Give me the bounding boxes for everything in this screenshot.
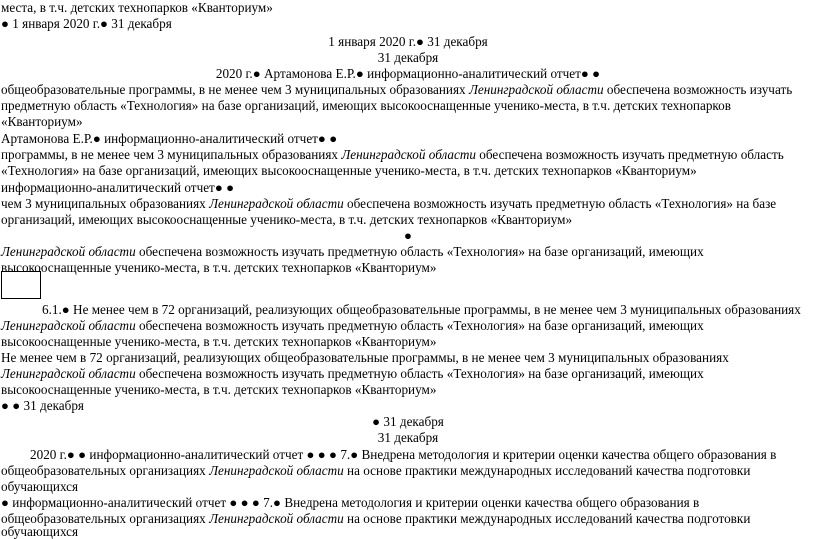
text-line: ●: [404, 228, 412, 243]
text-line: Ленинградской области обеспечена возможность изучать предметную область «Технология» на базе организаций, имеющих: [1, 244, 704, 259]
text-line: общеобразовательных организациях Ленинградской области на основе практики международных исследований качества подготовки: [1, 463, 751, 478]
text-line: ● ● 31 декабря: [1, 398, 85, 413]
text-line: программы, в не менее чем 3 муниципальных образованиях Ленинградской области обеспечена возможность изучать предметную область: [1, 147, 784, 162]
text-line: предметную область «Технология» на базе организаций, имеющих высокооснащенные ученико-места, в т.ч. детских технопарков: [1, 98, 731, 113]
text-line: 6.1.● Не менее чем в 72 организаций, реализующих общеобразовательные программы, в не менее чем 3 муниципальных образованиях: [42, 302, 801, 317]
text-line: высокооснащенные ученико-места, в т.ч. детских технопарков «Кванториум»: [1, 334, 437, 349]
text-line: высокооснащенные ученико-места, в т.ч. детских технопарков «Кванториум»: [1, 260, 437, 275]
text-line: общеобразовательных организациях Ленинградской области на основе практики международных исследований качества подготовки: [1, 511, 751, 526]
empty-box: [1, 271, 41, 299]
text-line: 31 декабря: [377, 50, 439, 65]
text-line: 2020 г.● ● информационно-аналитический отчет ● ● ● 7.● Внедрена методология и критерии оценки качества общего образования в: [30, 447, 777, 462]
text-line: 2020 г.● Артамонова Е.Р.● информационно-аналитический отчет● ●: [215, 66, 601, 81]
text-line: Ленинградской области обеспечена возможность изучать предметную область «Технология» на базе организаций, имеющих: [1, 366, 704, 381]
text-line: ● 31 декабря: [372, 414, 444, 429]
text-line: обучающихся: [1, 524, 79, 539]
text-line: Артамонова Е.Р.● информационно-аналитический отчет● ●: [1, 131, 338, 146]
text-line: организаций, имеющих высокооснащенные ученико-места, в т.ч. детских технопарков «Кванториум»: [1, 212, 573, 227]
text-line: обучающихся: [1, 479, 79, 494]
text-line: «Технология» на базе организаций, имеющих высокооснащенные ученико-места, в т.ч. детских технопарков «Кванториум»: [1, 163, 697, 178]
text-line: «Кванториум»: [1, 114, 83, 129]
text-line: высокооснащенные ученико-места, в т.ч. детских технопарков «Кванториум»: [1, 382, 437, 397]
text-line: места, в т.ч. детских технопарков «Кванториум»: [1, 0, 273, 15]
text-line: общеобразовательные программы, в не менее чем 3 муниципальных образованиях Ленинградской области обеспечена возможность изучать: [1, 82, 793, 97]
text-line: чем 3 муниципальных образованиях Ленинградской области обеспечена возможность изучать предметную область «Технология» на базе: [1, 196, 777, 211]
text-line: информационно-аналитический отчет● ●: [1, 180, 235, 195]
text-line: Не менее чем в 72 организаций, реализующих общеобразовательные программы, в не менее чем 3 муниципальных образованиях: [1, 350, 729, 365]
text-line: Ленинградской области обеспечена возможность изучать предметную область «Технология» на базе организаций, имеющих: [1, 318, 704, 333]
text-line: ● 1 января 2020 г.● 31 декабря: [1, 16, 172, 31]
text-line: 31 декабря: [377, 430, 439, 445]
text-line: 1 января 2020 г.● 31 декабря: [328, 34, 488, 49]
text-line: ● информационно-аналитический отчет ● ● ● 7.● Внедрена методология и критерии оценки качества общего образования в: [1, 495, 700, 510]
